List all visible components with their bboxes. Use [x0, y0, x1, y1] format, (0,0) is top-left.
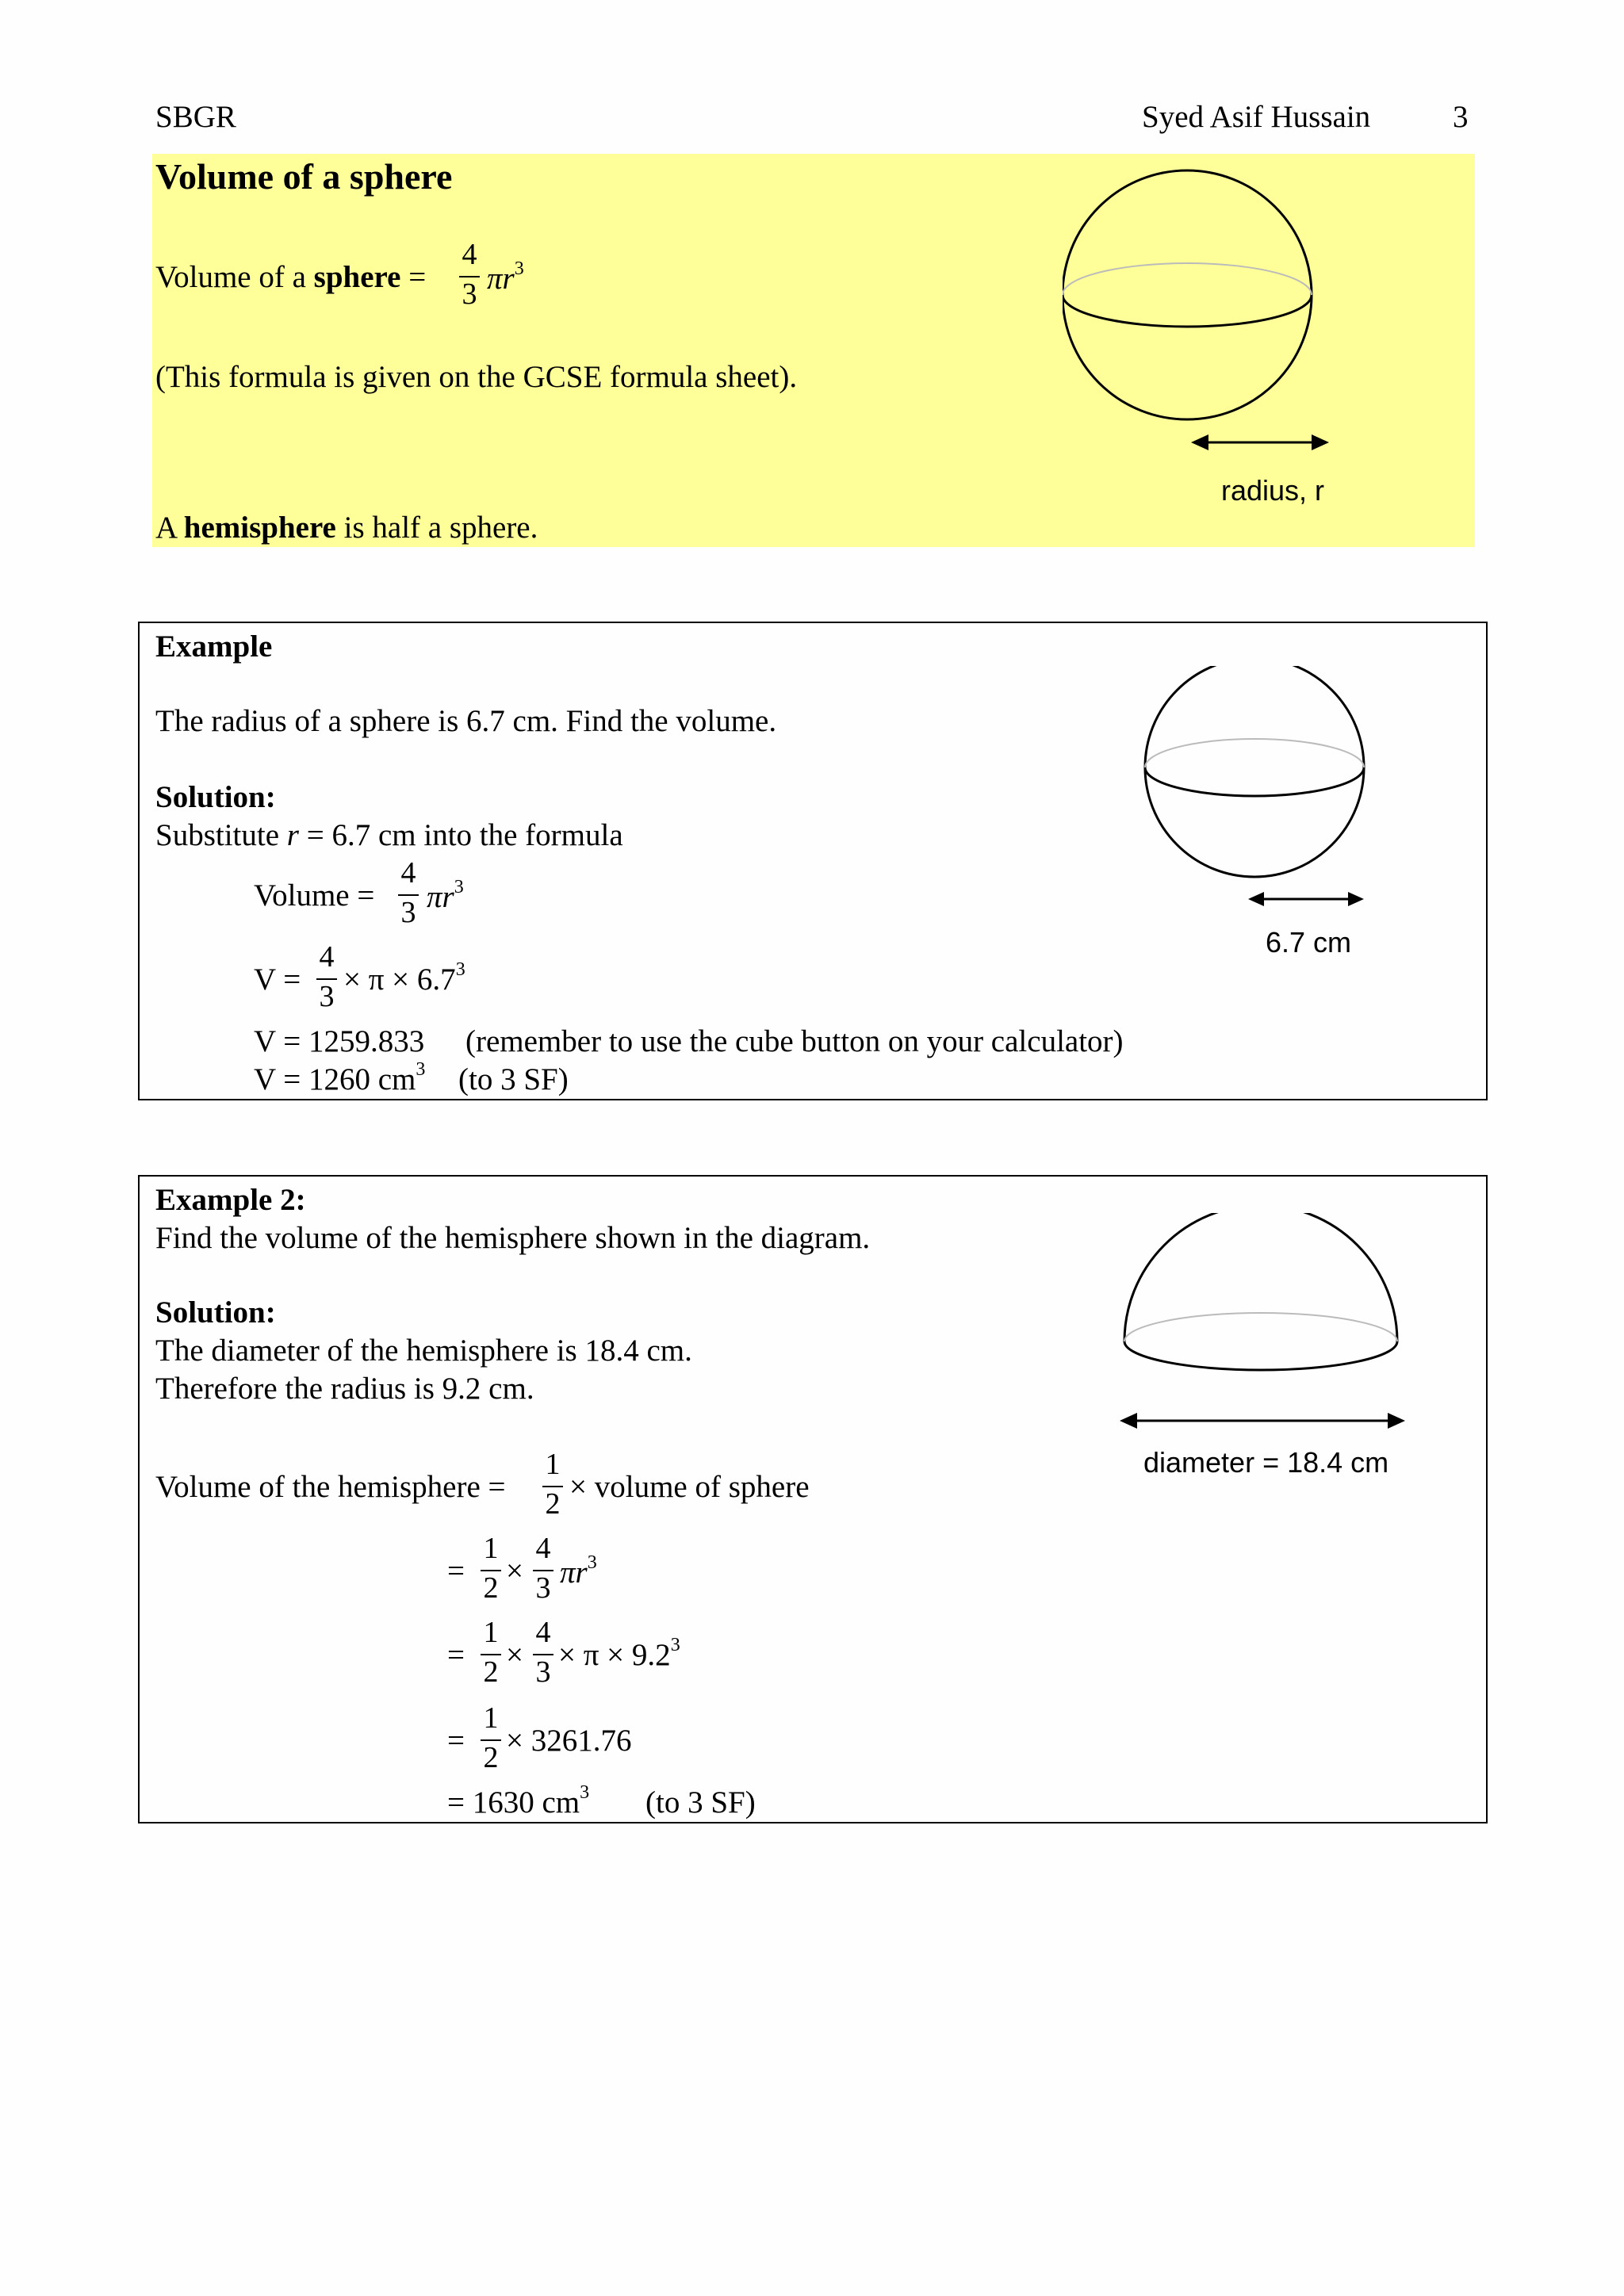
example1-line4-note: (to 3 SF)	[458, 1062, 569, 1096]
example1-line2-rest: × $\pi \times 6.7^3$	[343, 959, 465, 997]
intro-title: Volume of a sphere	[155, 156, 453, 197]
example1-line3-note: (remember to use the cube button on your calculator)	[465, 1024, 1124, 1058]
example2-step4-value: = 1630 $cm^3$	[447, 1782, 590, 1820]
example2-step2-eq: =	[447, 1638, 465, 1672]
example1-solution-label: Solution:	[155, 780, 276, 814]
example2-solution-label: Solution:	[155, 1295, 276, 1330]
intro-radius-label: radius, r	[1221, 474, 1325, 507]
sphere-equator-front	[1063, 295, 1312, 327]
example2-diameter-label: diameter = 18.4 cm	[1143, 1446, 1389, 1479]
intro-hemisphere-text: A hemisphere is half a sphere.	[155, 511, 538, 545]
example2-hemisphere-diagram	[1110, 1213, 1427, 1435]
example2-heading: Example 2:	[155, 1183, 306, 1217]
example2-volume-rest: × volume of sphere	[569, 1470, 810, 1504]
example2-step1-pi-r: $\pi r^3$	[560, 1552, 597, 1590]
example1-line4-value: V = 1260 $cm^3$	[254, 1059, 426, 1096]
diameter-arrow-left	[1120, 1413, 1137, 1429]
hemisphere-base-front	[1124, 1341, 1397, 1370]
hemisphere-base-back	[1124, 1313, 1397, 1341]
example2-step2-rest: × $\pi \times 9.2^3$	[558, 1635, 680, 1672]
radius-arrow-left	[1248, 892, 1264, 906]
example2-volume-label: Volume of the hemisphere =	[155, 1470, 506, 1504]
radius-arrow-right	[1348, 892, 1364, 906]
header-page-number: 3	[1453, 100, 1469, 134]
intro-note: (This formula is given on the GCSE formula sheet).	[155, 360, 798, 394]
example2-step3-eq: =	[447, 1724, 465, 1758]
example2-step2-times: ×	[506, 1638, 523, 1672]
example2-diameter-text: The diameter of the hemisphere is 18.4 cm.	[155, 1334, 692, 1368]
radius-arrow-left	[1191, 434, 1208, 450]
header-author: Syed Asif Hussain	[1142, 100, 1371, 134]
intro-formula-pi-r: $\pi r^3$	[487, 258, 524, 296]
example2-step1-times: ×	[506, 1554, 523, 1588]
example2-radius-text: Therefore the radius is 9.2 cm.	[155, 1372, 534, 1406]
header-left: SBGR	[155, 100, 236, 134]
intro-formula: Volume of a sphere =	[155, 260, 427, 294]
example2-question: Find the volume of the hemisphere shown in the diagram.	[155, 1221, 871, 1255]
example1-heading: Example	[155, 629, 273, 664]
example2-step3-rest: × 3261.76	[506, 1724, 632, 1758]
sphere-equator-front	[1145, 767, 1364, 796]
example2-step4-note: (to 3 SF)	[645, 1785, 756, 1820]
example1-line1-label: Volume =	[254, 878, 375, 913]
example1-line2-label: V =	[254, 962, 301, 997]
example1-sphere-diagram	[1134, 666, 1388, 920]
sphere-outline	[1063, 170, 1312, 419]
example1-question: The radius of a sphere is 6.7 cm. Find the volume.	[155, 704, 777, 738]
example1-substitute: Substitute r = 6.7 cm into the formula	[155, 818, 623, 852]
example2-step1-eq: =	[447, 1554, 465, 1588]
example1-line1-pi-r: $\pi r^3$	[427, 877, 464, 914]
example1-line3-value: V = 1259.833	[254, 1024, 425, 1058]
sphere-outline	[1145, 666, 1364, 877]
hemisphere-dome	[1124, 1213, 1397, 1341]
intro-sphere-diagram	[1063, 159, 1348, 476]
radius-arrow-right	[1312, 434, 1329, 450]
sphere-equator-back	[1063, 263, 1312, 295]
diameter-arrow-right	[1388, 1413, 1405, 1429]
example1-radius-label: 6.7 cm	[1266, 926, 1352, 959]
sphere-equator-back	[1145, 739, 1364, 767]
